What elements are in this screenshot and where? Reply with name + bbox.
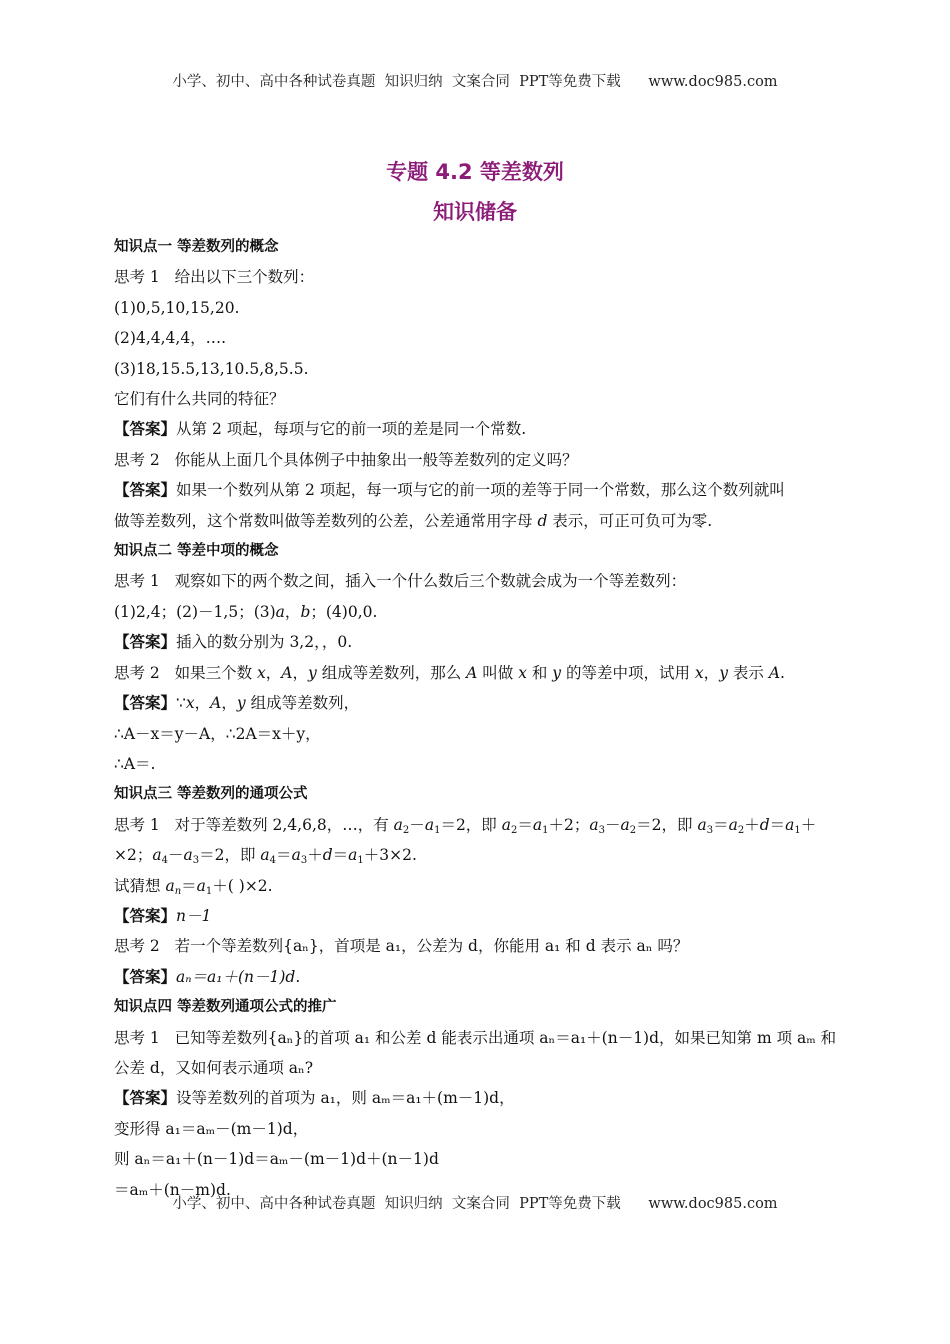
question-text: 已知等差数列{aₙ}的首项 a₁ 和公差 d 能表示出通项 aₙ＝a₁＋(n－1)d，如果已知第 m 项 aₘ 和 — [174, 1028, 837, 1047]
question-text: 观察如下的两个数之间，插入一个什么数后三个数就会成为一个等差数列： — [174, 572, 687, 591]
question-continued: 试猜想 $a_n=a_1+$( )×2. — [114, 876, 273, 897]
answer-text: n－1 — [176, 906, 212, 925]
answer — [114, 627, 838, 657]
question-label: 思考 1 — [114, 815, 160, 834]
question: 思考 2 如果三个数 x，A，y 组成等差数列，那么 A 叫做 x 和 y 的等差中项，试用 x，y 表示 A. — [114, 663, 785, 682]
page-header: 小学、初中、高中各种试卷真题 知识归纳 文案合同 PPT等免费下载 www.doc985.com — [172, 74, 778, 90]
sequence-line: (3)18,15.5,13,10.5,8,5.5. — [114, 359, 309, 378]
answer-text: 从第 2 项起，每项与它的前一项的差是同一个常数. — [176, 420, 527, 439]
sequence-line: (2)4,4,4,4，…. — [114, 329, 227, 348]
question-label: 思考 1 — [114, 268, 160, 287]
sequence-line: (1)0,5,10,15,20. — [114, 298, 240, 317]
answer-continued: 做等差数列，这个常数叫做等差数列的公差，公差通常用字母 d 表示，可正可负可为零. — [114, 511, 713, 530]
answer-text: 设等差数列的首项为 a₁，则 aₘ＝a₁＋(m－1)d， — [176, 1089, 515, 1108]
question-options: (1)2,4；(2)－1,5；(3)a，b；(4)0,0. — [114, 602, 378, 621]
answer: 【答案】∵x，A，y 组成等差数列， — [114, 694, 360, 713]
question-continued: 公差 d，又如何表示通项 aₙ? — [114, 1058, 314, 1077]
page-footer: 小学、初中、高中各种试卷真题 知识归纳 文案合同 PPT等免费下载 www.doc985.com — [172, 1196, 778, 1212]
question-text: 若一个等差数列{aₙ}，首项是 a₁，公差为 d，你能用 a₁ 和 d 表示 aₙ 吗？ — [174, 937, 689, 956]
answer-continued: ∴A＝. — [114, 754, 156, 773]
answer-tag: 【答案】 — [114, 633, 177, 652]
question: 思考 1 对于等差数列 2,4,6,8，…，有 $a_2-a_1=2$，即 $a_2=a_1+2$；$a_3-a_2=2$，即 $a_3=a_2+d=a_1+$ — [114, 815, 817, 836]
page-subtitle: 知识储备 — [433, 200, 517, 224]
answer-tag: 【答案】 — [114, 967, 177, 986]
answer-continued: ＝aₘ＋(n－m)d. — [114, 1180, 231, 1199]
section-heading-2: 知识点二 等差中项的概念 — [114, 543, 279, 560]
question — [114, 262, 838, 292]
answer — [114, 901, 838, 931]
section-heading-4: 知识点四 等差数列通项公式的推广 — [114, 999, 337, 1016]
answer-text: 如果一个数列从第 2 项起，每一项与它的前一项的差等于同一个常数，那么这个数列就叫 — [176, 481, 785, 500]
section-heading-1: 知识点一 等差数列的概念 — [114, 239, 279, 255]
answer-continued: ∴A－x＝y－A，∴2A＝x＋y， — [114, 724, 321, 743]
answer — [114, 962, 838, 992]
question — [114, 931, 838, 961]
question — [114, 1023, 838, 1053]
question-text: 它们有什么共同的特征？ — [114, 390, 285, 409]
answer-continued: 变形得 a₁＝aₘ－(m－1)d， — [114, 1119, 309, 1138]
question — [114, 566, 838, 596]
answer — [114, 475, 838, 505]
answer — [114, 1083, 838, 1113]
question-label: 思考 1 — [114, 1028, 160, 1047]
answer-continued: 则 aₙ＝a₁＋(n－1)d＝aₘ－(m－1)d＋(n－1)d — [114, 1150, 439, 1169]
answer-text: 插入的数分别为 3,2，，0. — [176, 633, 353, 652]
question-label: 思考 2 — [114, 937, 160, 956]
answer-tag: 【答案】 — [114, 906, 177, 925]
question — [114, 445, 838, 475]
question-label: 思考 2 — [114, 450, 160, 469]
answer-tag: 【答案】 — [114, 420, 177, 439]
question-continued: ×2；$a_4-a_3=2$，即 $a_4=a_3+d=a_1+3\times 2$. — [114, 846, 417, 867]
question-label: 思考 1 — [114, 572, 160, 591]
answer — [114, 414, 838, 444]
question-text: 你能从上面几个具体例子中抽象出一般等差数列的定义吗？ — [174, 450, 578, 469]
answer-tag: 【答案】 — [114, 481, 177, 500]
answer-text: aₙ＝a₁＋(n－1)d. — [176, 967, 301, 986]
answer-tag: 【答案】 — [114, 1089, 177, 1108]
document-body — [114, 232, 838, 1205]
question-label: 思考 2 — [114, 663, 160, 682]
page-title: 专题 4.2 等差数列 — [386, 160, 564, 184]
question-text: 给出以下三个数列： — [174, 268, 315, 287]
section-heading-3: 知识点三 等差数列的通项公式 — [114, 786, 308, 803]
answer-tag: 【答案】 — [114, 694, 177, 713]
